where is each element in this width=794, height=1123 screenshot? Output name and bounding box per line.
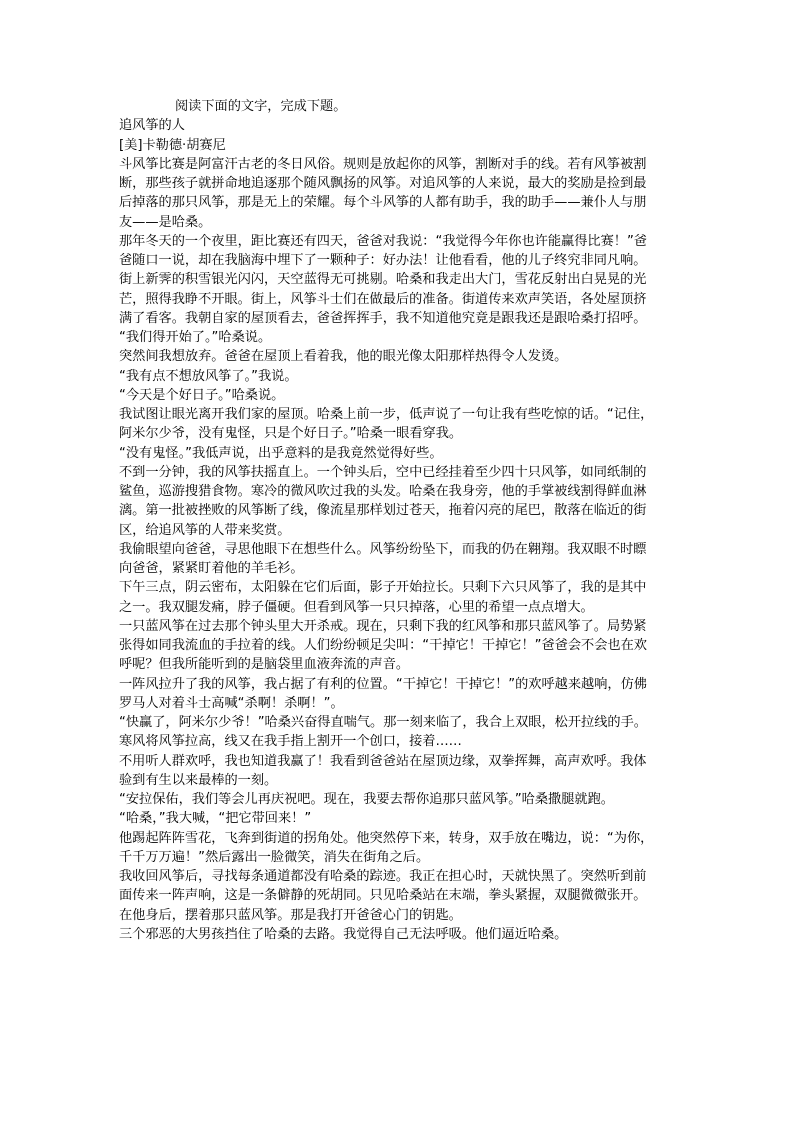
passage-line: 不用听人群欢呼，我也知道我赢了！我看到爸爸站在屋顶边缘，双拳挥舞，高声欢呼。我体 [119,753,647,769]
passage-line: 友——是哈桑。 [119,214,212,230]
passage-line: “没有鬼怪。”我低声说，出乎意料的是我竟然觉得好些。 [119,445,443,461]
passage-line: 向爸爸，紧紧盯着他的羊毛衫。 [119,561,304,576]
passage-line: 突然间我想放弃。爸爸在屋顶上看着我，他的眼光像太阳那样热得令人发烫。 [119,349,568,365]
passage-line: 在他身后，摆着那只蓝风筝。那是我打开爸爸心门的钥匙。 [119,907,462,923]
passage-line: 不到一分钟，我的风筝扶摇直上。一个钟头后，空中已经挂着至少四十只风筝，如同纸制的 [119,464,647,480]
passage-line: “快赢了，阿米尔少爷！”哈桑兴奋得直喘气。那一刻来临了，我合上双眼，松开拉线的手。 [119,715,647,730]
passage-line: 后掉落的那只风筝，那是无上的荣耀。每个斗风筝的人都有助手，我的助手——兼仆人与朋 [119,195,647,211]
passage-line: 区，给追风筝的人带来奖赏。 [119,522,291,538]
passage-line: “今天是个好日子。”哈桑说。 [119,387,285,403]
document-page [119,97,679,944]
passage-line: 阿米尔少爷，没有鬼怪，只是个好日子。”哈桑一眼看穿我。 [119,426,463,442]
passage-line: 验到有生以来最棒的一刻。 [119,772,278,788]
passage-line: 罗马人对着斗士高喊“杀啊！杀啊！”。 [119,695,344,711]
passage-line: “我们得开始了。”哈桑说。 [119,330,272,345]
passage-line: 寒风将风筝拉高，线又在我手指上割开一个创口，接着…… [119,734,462,750]
passage-line: “我有点不想放风筝了。”我说。 [119,368,298,384]
passage-author: [美]卡勒德·胡赛尼 [119,137,226,153]
passage-line: 我收回风筝后，寻找每条通道都没有哈桑的踪迹。我正在担心时，天就快黑了。突然听到前 [119,869,647,884]
passage-line: 一只蓝风筝在过去那个钟头里大开杀戒。现在，只剩下我的红风筝和那只蓝风筝了。局势紧 [119,618,647,634]
passage-line: 一阵风拉升了我的风筝，我占据了有利的位置。“干掉它！干掉它！”的欢呼越来越响，仿佛 [119,676,647,692]
passage-line: 三个邪恶的大男孩挡住了哈桑的去路。我觉得自己无法呼吸。他们逼近哈桑。 [119,926,568,942]
passage-line: 面传来一阵声响，这是一条僻静的死胡同。只见哈桑站在末端，拳头紧握，双腿微微张开。 [119,888,647,904]
passage-line: 芒，照得我睁不开眼。街上，风筝斗士们在做最后的准备。街道传来欢声笑语，各处屋顶挤 [119,291,647,307]
passage-line: 呼呢？但我所能听到的是脑袋里血液奔流的声音。 [119,657,410,673]
passage-line: 斗风筝比赛是阿富汗古老的冬日风俗。规则是放起你的风筝，割断对手的线。若有风筝被割 [119,156,647,172]
passage-body [119,155,679,944]
passage-line: “安拉保佑，我们等会儿再庆祝吧。现在，我要去帮你追那只蓝风筝。”哈桑撒腿就跑。 [119,792,614,807]
instruction-text: 阅读下面的文字，完成下题。 [175,99,347,114]
passage-line: 下午三点，阴云密布，太阳躲在它们后面，影子开始拉长。只剩下六只风筝了，我的是其中 [119,580,647,596]
passage-title: 追风筝的人 [119,118,185,134]
passage-line: 断，那些孩子就拼命地追逐那个随风飘扬的风筝。对追风筝的人来说，最大的奖励是捡到最 [119,176,647,191]
passage-line: 张得如同我流血的手拉着的线。人们纷纷顿足尖叫：“干掉它！干掉它！”爸爸会不会也在欢 [119,638,647,653]
passage-line: 爸随口一说，却在我脑海中埋下了一颗种子：好办法！让他看看，他的儿子终究非同凡响。 [119,253,647,268]
passage-line: 漓。第一批被挫败的风筝断了线，像流星那样划过苍天，拖着闪亮的尾巴，散落在临近的街 [119,503,647,519]
passage-line: 鲨鱼，巡游搜猎食物。寒冷的微风吹过我的头发。哈桑在我身旁，他的手掌被线割得鲜血淋 [119,484,647,499]
passage-line: 满了看客。我朝自家的屋顶看去，爸爸挥挥手，我不知道他究竟是跟我还是跟哈桑打招呼。 [119,310,647,326]
passage-line: 我试图让眼光离开我们家的屋顶。哈桑上前一步，低声说了一句让我有些吃惊的话。“记住， [119,407,654,422]
passage-line: 我偷眼望向爸爸，寻思他眼下在想些什么。风筝纷纷坠下，而我的仍在翱翔。我双眼不时瞟 [119,541,647,557]
passage-line: 之一。我双腿发痛，脖子僵硬。但看到风筝一只只掉落，心里的希望一点点增大。 [119,599,594,615]
passage-line: 那年冬天的一个夜里，距比赛还有四天，爸爸对我说：“我觉得今年你也许能赢得比赛！”爸 [119,233,647,249]
passage-line: 他踢起阵阵雪花，飞奔到街道的拐角处。他突然停下来，转身，双手放在嘴边，说：“为你， [119,830,654,846]
passage-line: 千千万万遍！”然后露出一脸微笑，消失在街角之后。 [119,849,430,865]
passage-line: “哈桑，”我大喊，“把它带回来！” [119,811,312,827]
passage-line: 街上新霁的积雪银光闪闪，天空蓝得无可挑剔。哈桑和我走出大门，雪花反射出白晃晃的光 [119,272,647,288]
